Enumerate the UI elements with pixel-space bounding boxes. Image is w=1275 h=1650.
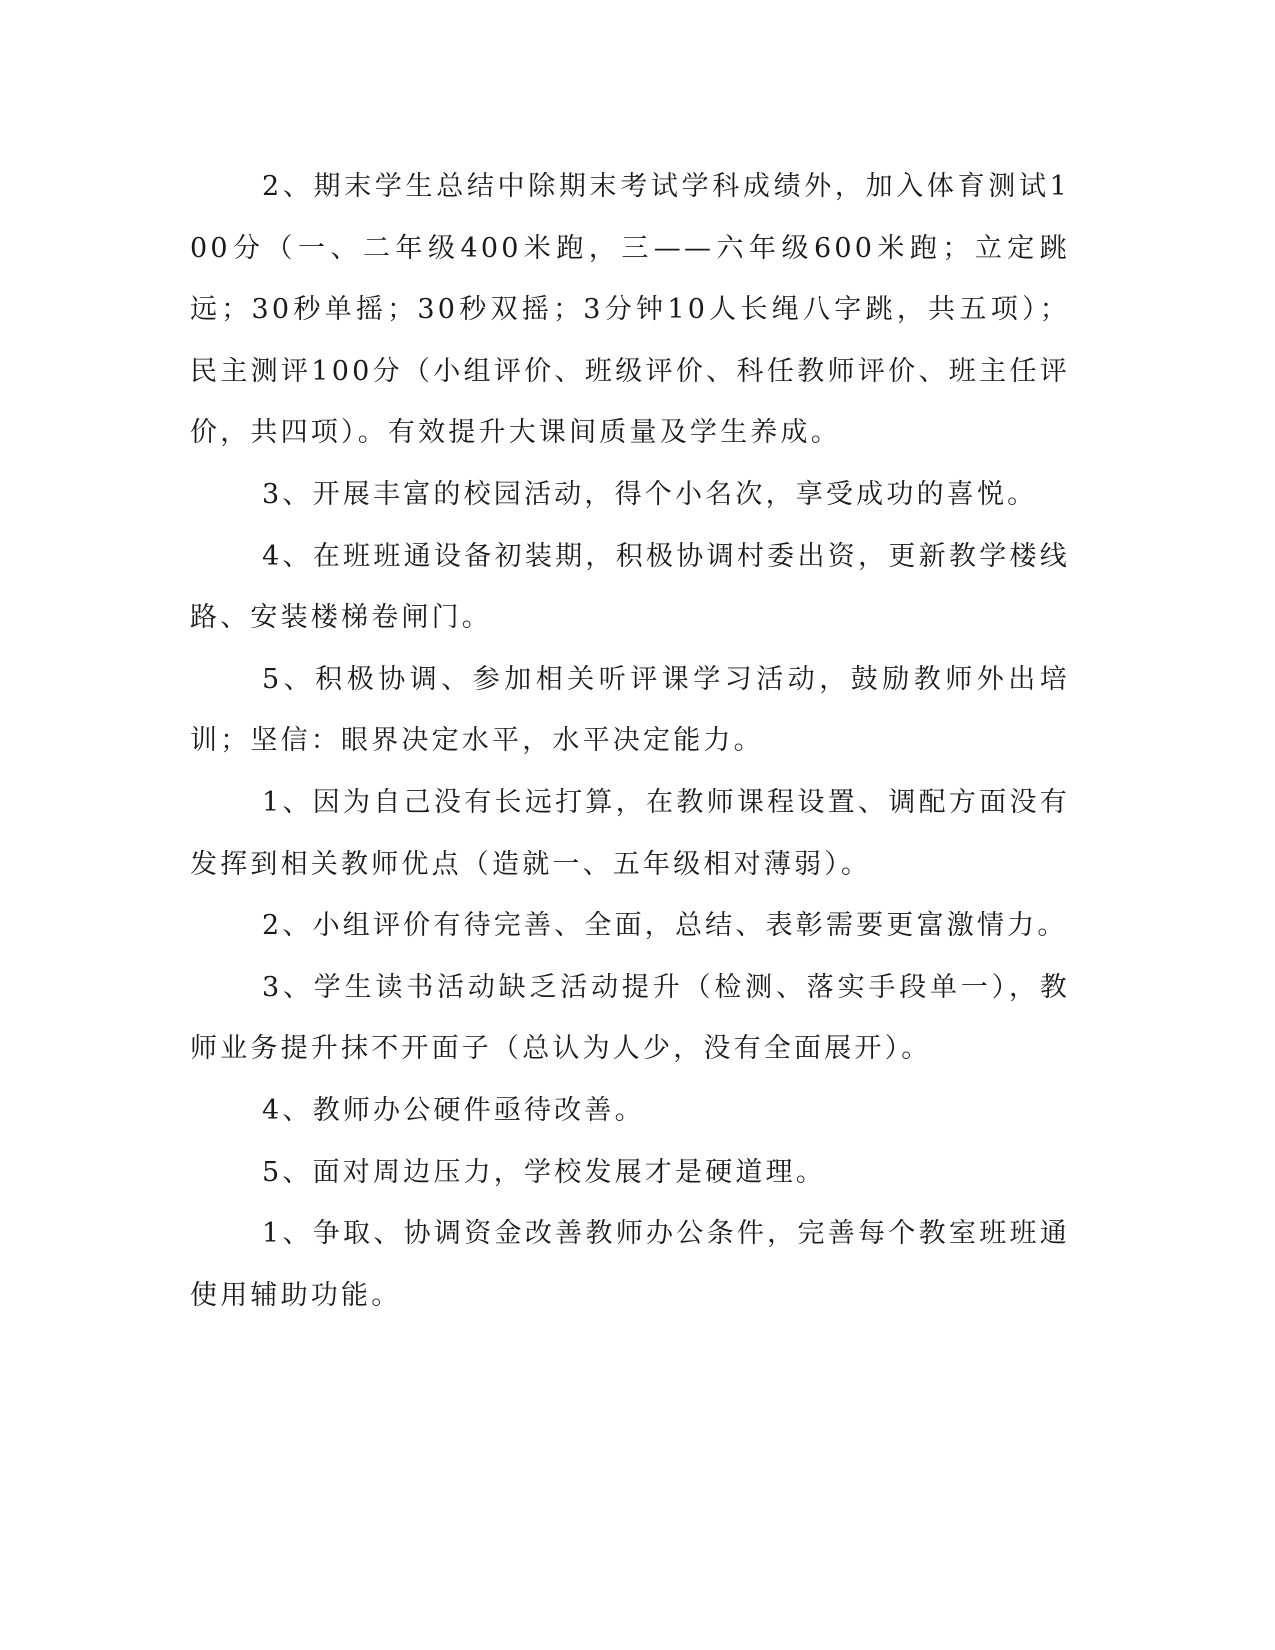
paragraph-training: 5、积极协调、参加相关听评课学习活动，鼓励教师外出培训；坚信：眼界决定水平，水平决定能力。 [190, 663, 1070, 757]
paragraph-school-development: 5、面对周边压力，学校发展才是硬道理。 [262, 1156, 826, 1188]
paragraph-funding: 1、争取、协调资金改善教师办公条件，完善每个教室班班通使用辅助功能。 [190, 1218, 1070, 1311]
paragraph-sports-test: 2、期末学生总结中除期末考试学科成绩外，加入体育测试100分（一、二年级400米跑，三——六年级600米跑；立定跳远；30秒单摇；30秒双摇；3分钟10人长绳八字跳，共五项）；民主测评100分（小组评价、班级评价、科任教师评价、班主任评价，共四项）。有效提升大课间质量及学生养成。 [190, 171, 1070, 449]
paragraph-office-hardware: 4、教师办公硬件亟待改善。 [262, 1094, 645, 1126]
paragraph-group-evaluation: 2、小组评价有待完善、全面，总结、表彰需要更富激情力。 [262, 910, 1068, 942]
paragraph-reading-activities: 3、学生读书活动缺乏活动提升（检测、落实手段单一），教师业务提升抹不开面子（总认为人少，没有全面展开）。 [190, 971, 1070, 1065]
paragraph-equipment: 4、在班班通设备初装期，积极协调村委出资，更新教学楼线路、安装楼梯卷闸门。 [190, 540, 1070, 634]
document-body [190, 156, 1070, 1326]
paragraph-campus-activities: 3、开展丰富的校园活动，得个小名次，享受成功的喜悦。 [262, 478, 1038, 510]
paragraph-course-planning: 1、因为自己没有长远打算，在教师课程设置、调配方面没有发挥到相关教师优点（造就一、五年级相对薄弱）。 [190, 786, 1070, 880]
